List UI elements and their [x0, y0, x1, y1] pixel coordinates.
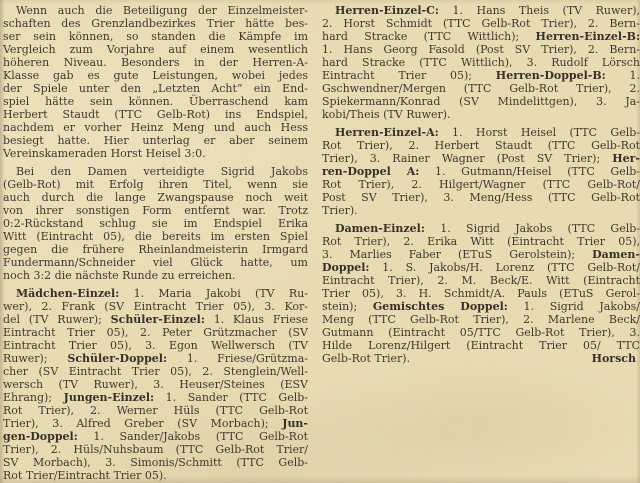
text-line: [3, 378, 308, 391]
body-text: 2. Horst Schmidt (TTC Gelb-Rot Trier), 2. Bern-: [322, 17, 640, 30]
body-text: 1. Horst Heisel (TTC Gelb-: [438, 126, 640, 139]
category-heading: Damen-Einzel:: [335, 222, 425, 235]
text-line: [3, 191, 308, 204]
text-line: [322, 261, 640, 274]
body-text: Klasse gab es gute Leistungen, wobei jedes: [3, 69, 308, 82]
body-text: 1. Hans Theis (TV Ruwer),: [438, 4, 640, 17]
body-text: 1.: [605, 69, 640, 82]
body-text: 1. Gutmann/Heisel (TTC Gelb-: [419, 165, 640, 178]
body-text: Hilde Lorenz/Hilgert (Eintracht Trier 05/ TTC: [322, 339, 640, 352]
body-text: besiegt hatte. Hier unterlag er aber seinem: [3, 134, 308, 147]
body-text: Fundermann/Schneider viel Glück hatte, um: [3, 256, 308, 269]
body-text: cher (SV Eintracht Trier 05), 2. Stenglein/Well-: [3, 365, 308, 378]
category-heading: Mädchen-Einzel:: [16, 287, 120, 300]
body-text: 1. Sigrid Jakobs (TTC Gelb-: [424, 222, 640, 235]
category-heading: ren-Doppel A:: [322, 165, 420, 178]
body-text: Vergleich zum Vorjahre auf einem wesentlich: [3, 43, 308, 56]
text-line: [3, 352, 308, 365]
text-line: [3, 269, 308, 282]
body-text: Trier), 3. Alfred Greber (SV Morbach);: [3, 417, 283, 430]
text-line: [322, 274, 640, 287]
body-text: Rot Trier), 2. Erika Witt (Eintracht Trier 05),: [322, 235, 640, 248]
category-heading: Schüler-Doppel:: [67, 352, 168, 365]
body-text: 1. S. Jakobs/H. Lorenz (TTC Gelb-Rot/: [369, 261, 640, 274]
paragraph-right-3: [322, 222, 640, 365]
body-text: spiel hätte sein können. Überraschend kam: [3, 95, 308, 108]
text-line: [322, 300, 640, 313]
paragraph-right-1: [322, 4, 640, 121]
text-line: [3, 300, 308, 313]
body-text: höheren Niveau. Besonders in der Herren-A-: [3, 56, 308, 69]
text-line: [322, 178, 640, 191]
body-text: Trier 05), 3. H. Schmidt/A. Pauls (ETuS Gerol-: [322, 287, 640, 300]
body-text: Gschwendner/Mergen (TTC Gelb-Rot Trier), 2.: [322, 82, 640, 95]
paragraph-left-2: [3, 165, 308, 282]
text-line: [3, 326, 308, 339]
text-line: [322, 204, 640, 217]
body-text: Ehrang);: [3, 391, 64, 404]
body-text: Wenn auch die Beteiligung der Einzelmeister-: [16, 4, 308, 17]
body-text: hard Stracke (TTC Wittlich);: [322, 30, 536, 43]
body-text: Bei den Damen verteidigte Sigrid Jakobs: [16, 165, 308, 178]
text-line: [3, 30, 308, 43]
category-heading: Herren-Einzel-A:: [335, 126, 439, 139]
text-line: [322, 191, 640, 204]
text-line: [3, 178, 308, 191]
text-line: [322, 139, 640, 152]
body-text: gegen die frühere Rheinlandmeisterin Irmgard: [3, 243, 308, 256]
body-text: Post SV Trier), 3. Meng/Hess (TTC Gelb-Rot: [322, 191, 640, 204]
text-line: [3, 230, 308, 243]
category-heading: gen-Doppel:: [3, 430, 78, 443]
text-line: [3, 365, 308, 378]
text-line: [3, 69, 308, 82]
paragraph-left-3: [3, 287, 308, 482]
text-line: [3, 469, 308, 482]
text-line: [322, 69, 640, 82]
body-text: wersch (TV Ruwer), 3. Heuser/Steines (ESV: [3, 378, 308, 391]
body-text: ser sein können, so standen die Kämpfe im: [3, 30, 308, 43]
body-text: 3. Marlies Faber (ETuS Gerolstein);: [322, 248, 593, 261]
text-line: [3, 147, 308, 160]
text-line: [3, 95, 308, 108]
body-text: Gutmann (Eintracht 05/TTC Gelb-Rot Trier), 3.: [322, 326, 640, 339]
text-line: [3, 256, 308, 269]
body-text: 1. Maria Jakobi (TV Ru-: [119, 287, 308, 300]
body-text: noch 3:2 die nächste Runde zu erreichen.: [3, 269, 236, 282]
text-line: [322, 17, 640, 30]
body-text: Rot Trier/Eintracht Trier 05).: [3, 469, 167, 482]
category-heading: Herren-Einzel-B:: [535, 30, 640, 43]
text-line: [322, 339, 640, 352]
category-heading: Damen-: [592, 248, 640, 261]
text-line: [3, 391, 308, 404]
text-line: [322, 95, 640, 108]
body-text: Herbert Staudt (TTC Gelb-Rot) ins Endspiel,: [3, 108, 308, 121]
category-heading: Jungen-Einzel:: [63, 391, 155, 404]
body-text: auch durch die lange Zwangspause noch weit: [3, 191, 308, 204]
body-text: Trier), 2. Hüls/Nuhsbaum (TTC Gelb-Rot Trier/: [3, 443, 308, 456]
text-line: [322, 287, 640, 300]
text-line: [3, 287, 308, 300]
byline: Horsch: [591, 352, 636, 365]
body-text: hard Stracke (TTC Wittlich), 3. Rudolf Lörsch: [322, 56, 640, 69]
category-heading: Jun-: [282, 417, 308, 430]
text-line: [322, 108, 640, 121]
body-text: 1. Sander/Jakobs (TTC Gelb-Rot: [77, 430, 308, 443]
text-line: [322, 43, 640, 56]
text-line: [3, 108, 308, 121]
text-line: [322, 56, 640, 69]
category-heading: Schüler-Einzel:: [110, 313, 205, 326]
body-text: 1. Klaus Friese: [204, 313, 308, 326]
left-column: [3, 4, 308, 483]
body-text: Rot Trier), 2. Werner Hüls (TTC Gelb-Rot: [3, 404, 308, 417]
text-line: [322, 222, 640, 235]
text-line: [322, 126, 640, 139]
text-line: [322, 30, 640, 43]
body-text: nachdem er vorher Heinz Meng und auch Hess: [3, 121, 308, 134]
text-line: [3, 217, 308, 230]
text-line: [322, 326, 640, 339]
text-line: [3, 313, 308, 326]
text-line: [3, 339, 308, 352]
text-line: [322, 235, 640, 248]
text-line: [3, 456, 308, 469]
category-heading: Her-: [612, 152, 640, 165]
text-line: [3, 134, 308, 147]
text-line: [3, 165, 308, 178]
body-text: Trier).: [322, 204, 358, 217]
text-line: [322, 165, 640, 178]
body-text: der Spiele unter den „Letzten Acht“ ein End-: [3, 82, 308, 95]
body-text: (Gelb-Rot) mit Erfolg ihren Titel, wenn sie: [3, 178, 308, 191]
paragraph-left-1: [3, 4, 308, 160]
paragraph-right-2: [322, 126, 640, 217]
category-heading: Herren-Doppel-B:: [495, 69, 606, 82]
text-line: [3, 121, 308, 134]
body-text: Meng (TTC Gelb-Rot Trier), 2. Marlene Beck/: [322, 313, 640, 326]
body-text: del (TV Ruwer);: [3, 313, 111, 326]
body-text: Eintracht Trier 05), 3. Egon Wellwersch (TV: [3, 339, 308, 352]
body-text: Trier), 3. Rainer Wagner (Post SV Trier);: [322, 152, 613, 165]
body-text: 1. Sander (TTC Gelb-: [154, 391, 308, 404]
right-column: [322, 4, 640, 483]
body-text: 1. Hans Georg Fasold (Post SV Trier), 2. Bern-: [322, 43, 640, 56]
text-line: [3, 56, 308, 69]
text-line: [3, 17, 308, 30]
text-line: [322, 82, 640, 95]
category-heading: Doppel:: [322, 261, 370, 274]
text-line: [322, 313, 640, 326]
body-text: Eintracht Trier 05), 2. Peter Grützmacher (SV: [3, 326, 308, 339]
text-line: [3, 404, 308, 417]
body-text: Witt (Eintracht 05), die bereits im ersten Spiel: [3, 230, 308, 243]
body-text: Spiekermann/Konrad (SV Mindelittgen), 3. Ja-: [322, 95, 640, 108]
body-text: stein);: [322, 300, 373, 313]
body-text: wer), 2. Frank (SV Eintracht Trier 05), 3. Kor-: [3, 300, 308, 313]
text-line: [3, 430, 308, 443]
body-text: Rot Trier), 2. Herbert Staudt (TTC Gelb-Rot: [322, 139, 640, 152]
text-line: [3, 82, 308, 95]
body-text: 0:2-Rückstand schlug sie im Endspiel Erika: [3, 217, 308, 230]
text-line: [3, 417, 308, 430]
body-text: kobi/Theis (TV Ruwer).: [322, 108, 451, 121]
body-text: Gelb-Rot Trier).: [322, 352, 411, 365]
text-line: [322, 4, 640, 17]
body-text: Vereinskameraden Horst Heisel 3:0.: [3, 147, 206, 160]
text-line: [322, 248, 640, 261]
body-text: Ruwer);: [3, 352, 68, 365]
body-text: 1. Sigrid Jakobs/: [507, 300, 640, 313]
body-text: schaften des Grenzlandbezirkes Trier hätte bes-: [3, 17, 308, 30]
body-text: Eintracht Trier), 2. M. Beck/E. Witt (Eintracht: [322, 274, 640, 287]
category-heading: Herren-Einzel-C:: [335, 4, 439, 17]
body-text: 1. Friese/Grützma-: [167, 352, 309, 365]
body-text: Rot Trier), 2. Hilgert/Wagner (TTC Gelb-Rot/: [322, 178, 640, 191]
text-line: [3, 204, 308, 217]
text-line: [322, 152, 640, 165]
text-line: [3, 243, 308, 256]
text-line: [3, 43, 308, 56]
body-text: von ihrer sonstigen Form entfernt war. Trotz: [3, 204, 308, 217]
text-line: [322, 352, 640, 365]
body-text: SV Morbach), 3. Simonis/Schmitt (TTC Gelb-: [3, 456, 308, 469]
category-heading: Gemischtes Doppel:: [372, 300, 508, 313]
body-text: Eintracht Trier 05);: [322, 69, 496, 82]
text-line: [3, 443, 308, 456]
text-line: [3, 4, 308, 17]
